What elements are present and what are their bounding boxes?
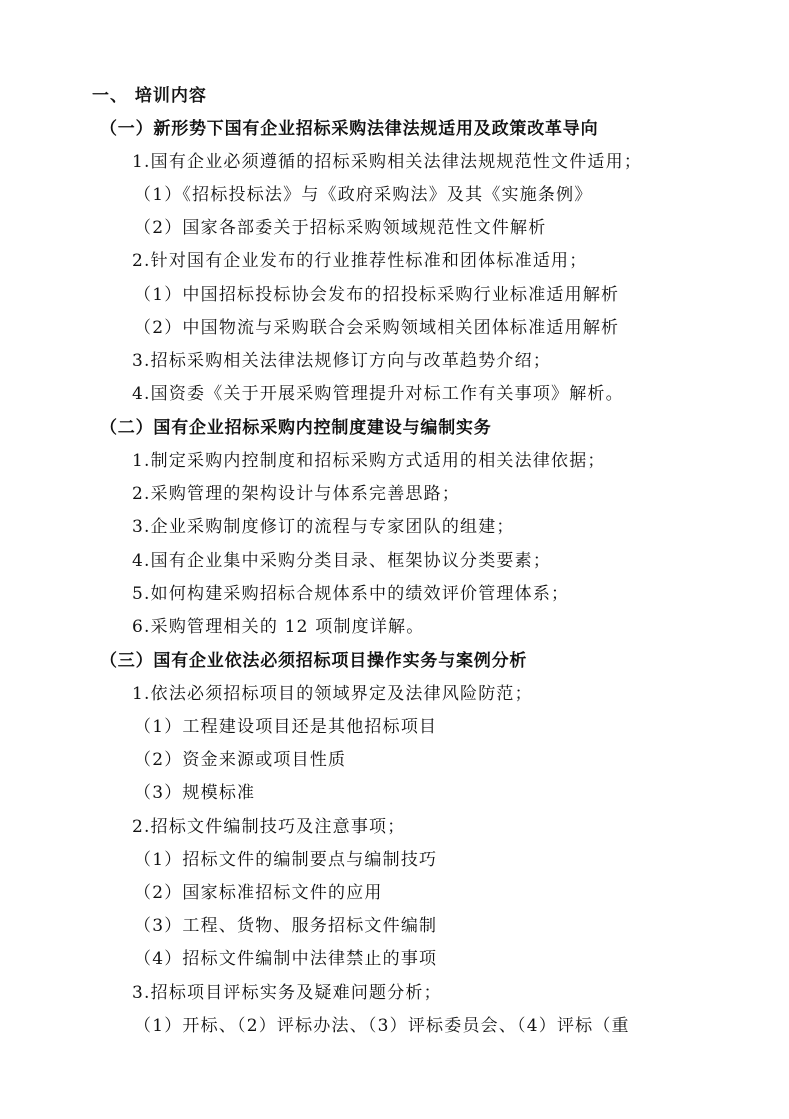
sub-item-line: （4）招标文件编制中法律禁止的事项 bbox=[134, 949, 438, 969]
sub-item-line: （2）国家标准招标文件的应用 bbox=[134, 883, 383, 903]
item-line: 3.招标采购相关法律法规修订方向与改革趋势介绍； bbox=[132, 351, 552, 371]
item-line: 3.企业采购制度修订的流程与专家团队的组建； bbox=[132, 517, 515, 537]
item-line: 4.国资委《关于开展采购管理提升对标工作有关事项》解析。 bbox=[132, 384, 624, 404]
sub-item-line: （2）中国物流与采购联合会采购领域相关团体标准适用解析 bbox=[134, 318, 620, 338]
sub-item-line: （3）规模标准 bbox=[134, 783, 256, 803]
sub-item-line: （1）中国招标投标协会发布的招投标采购行业标准适用解析 bbox=[134, 285, 620, 305]
sub-item-line: （1）工程建设项目还是其他招标项目 bbox=[134, 717, 438, 737]
subsection-title-2: （二）国有企业招标采购内控制度建设与编制实务 bbox=[100, 418, 492, 438]
sub-item-line: （3）工程、货物、服务招标文件编制 bbox=[134, 916, 438, 936]
item-line: 4.国有企业集中采购分类目录、框架协议分类要素； bbox=[132, 551, 552, 571]
sub-item-line: （1）招标文件的编制要点与编制技巧 bbox=[134, 850, 438, 870]
item-line: 1.制定采购内控制度和招标采购方式适用的相关法律依据； bbox=[132, 451, 606, 471]
sub-item-line: （1）开标、（2）评标办法、（3）评标委员会、（4）评标（重 bbox=[134, 1016, 630, 1036]
subsection-title-3: （三）国有企业依法必须招标项目操作实务与案例分析 bbox=[100, 651, 528, 671]
item-line: 2.针对国有企业发布的行业推荐性标准和团体标准适用； bbox=[132, 251, 588, 271]
sub-item-line: （2）资金来源或项目性质 bbox=[134, 750, 347, 770]
item-line: 1.依法必须招标项目的领域界定及法律风险防范； bbox=[132, 684, 533, 704]
item-line: 2.招标文件编制技巧及注意事项； bbox=[132, 817, 406, 837]
item-line: 1.国有企业必须遵循的招标采购相关法律法规规范性文件适用； bbox=[132, 152, 643, 172]
sub-item-line: （2）国家各部委关于招标采购领域规范性文件解析 bbox=[134, 218, 547, 238]
item-line: 2.采购管理的架构设计与体系完善思路； bbox=[132, 484, 461, 504]
item-line: 6.采购管理相关的 12 项制度详解。 bbox=[132, 617, 425, 637]
item-line: 5.如何构建采购招标合规体系中的绩效评价管理体系； bbox=[132, 584, 570, 604]
section-heading: 一、 培训内容 bbox=[92, 86, 207, 106]
item-line: 3.招标项目评标实务及疑难问题分析； bbox=[132, 983, 442, 1003]
subsection-title-1: （一）新形势下国有企业招标采购法律法规适用及政策改革导向 bbox=[100, 119, 599, 139]
sub-item-line: （1）《招标投标法》与《政府采购法》及其《实施条例》 bbox=[134, 185, 593, 205]
